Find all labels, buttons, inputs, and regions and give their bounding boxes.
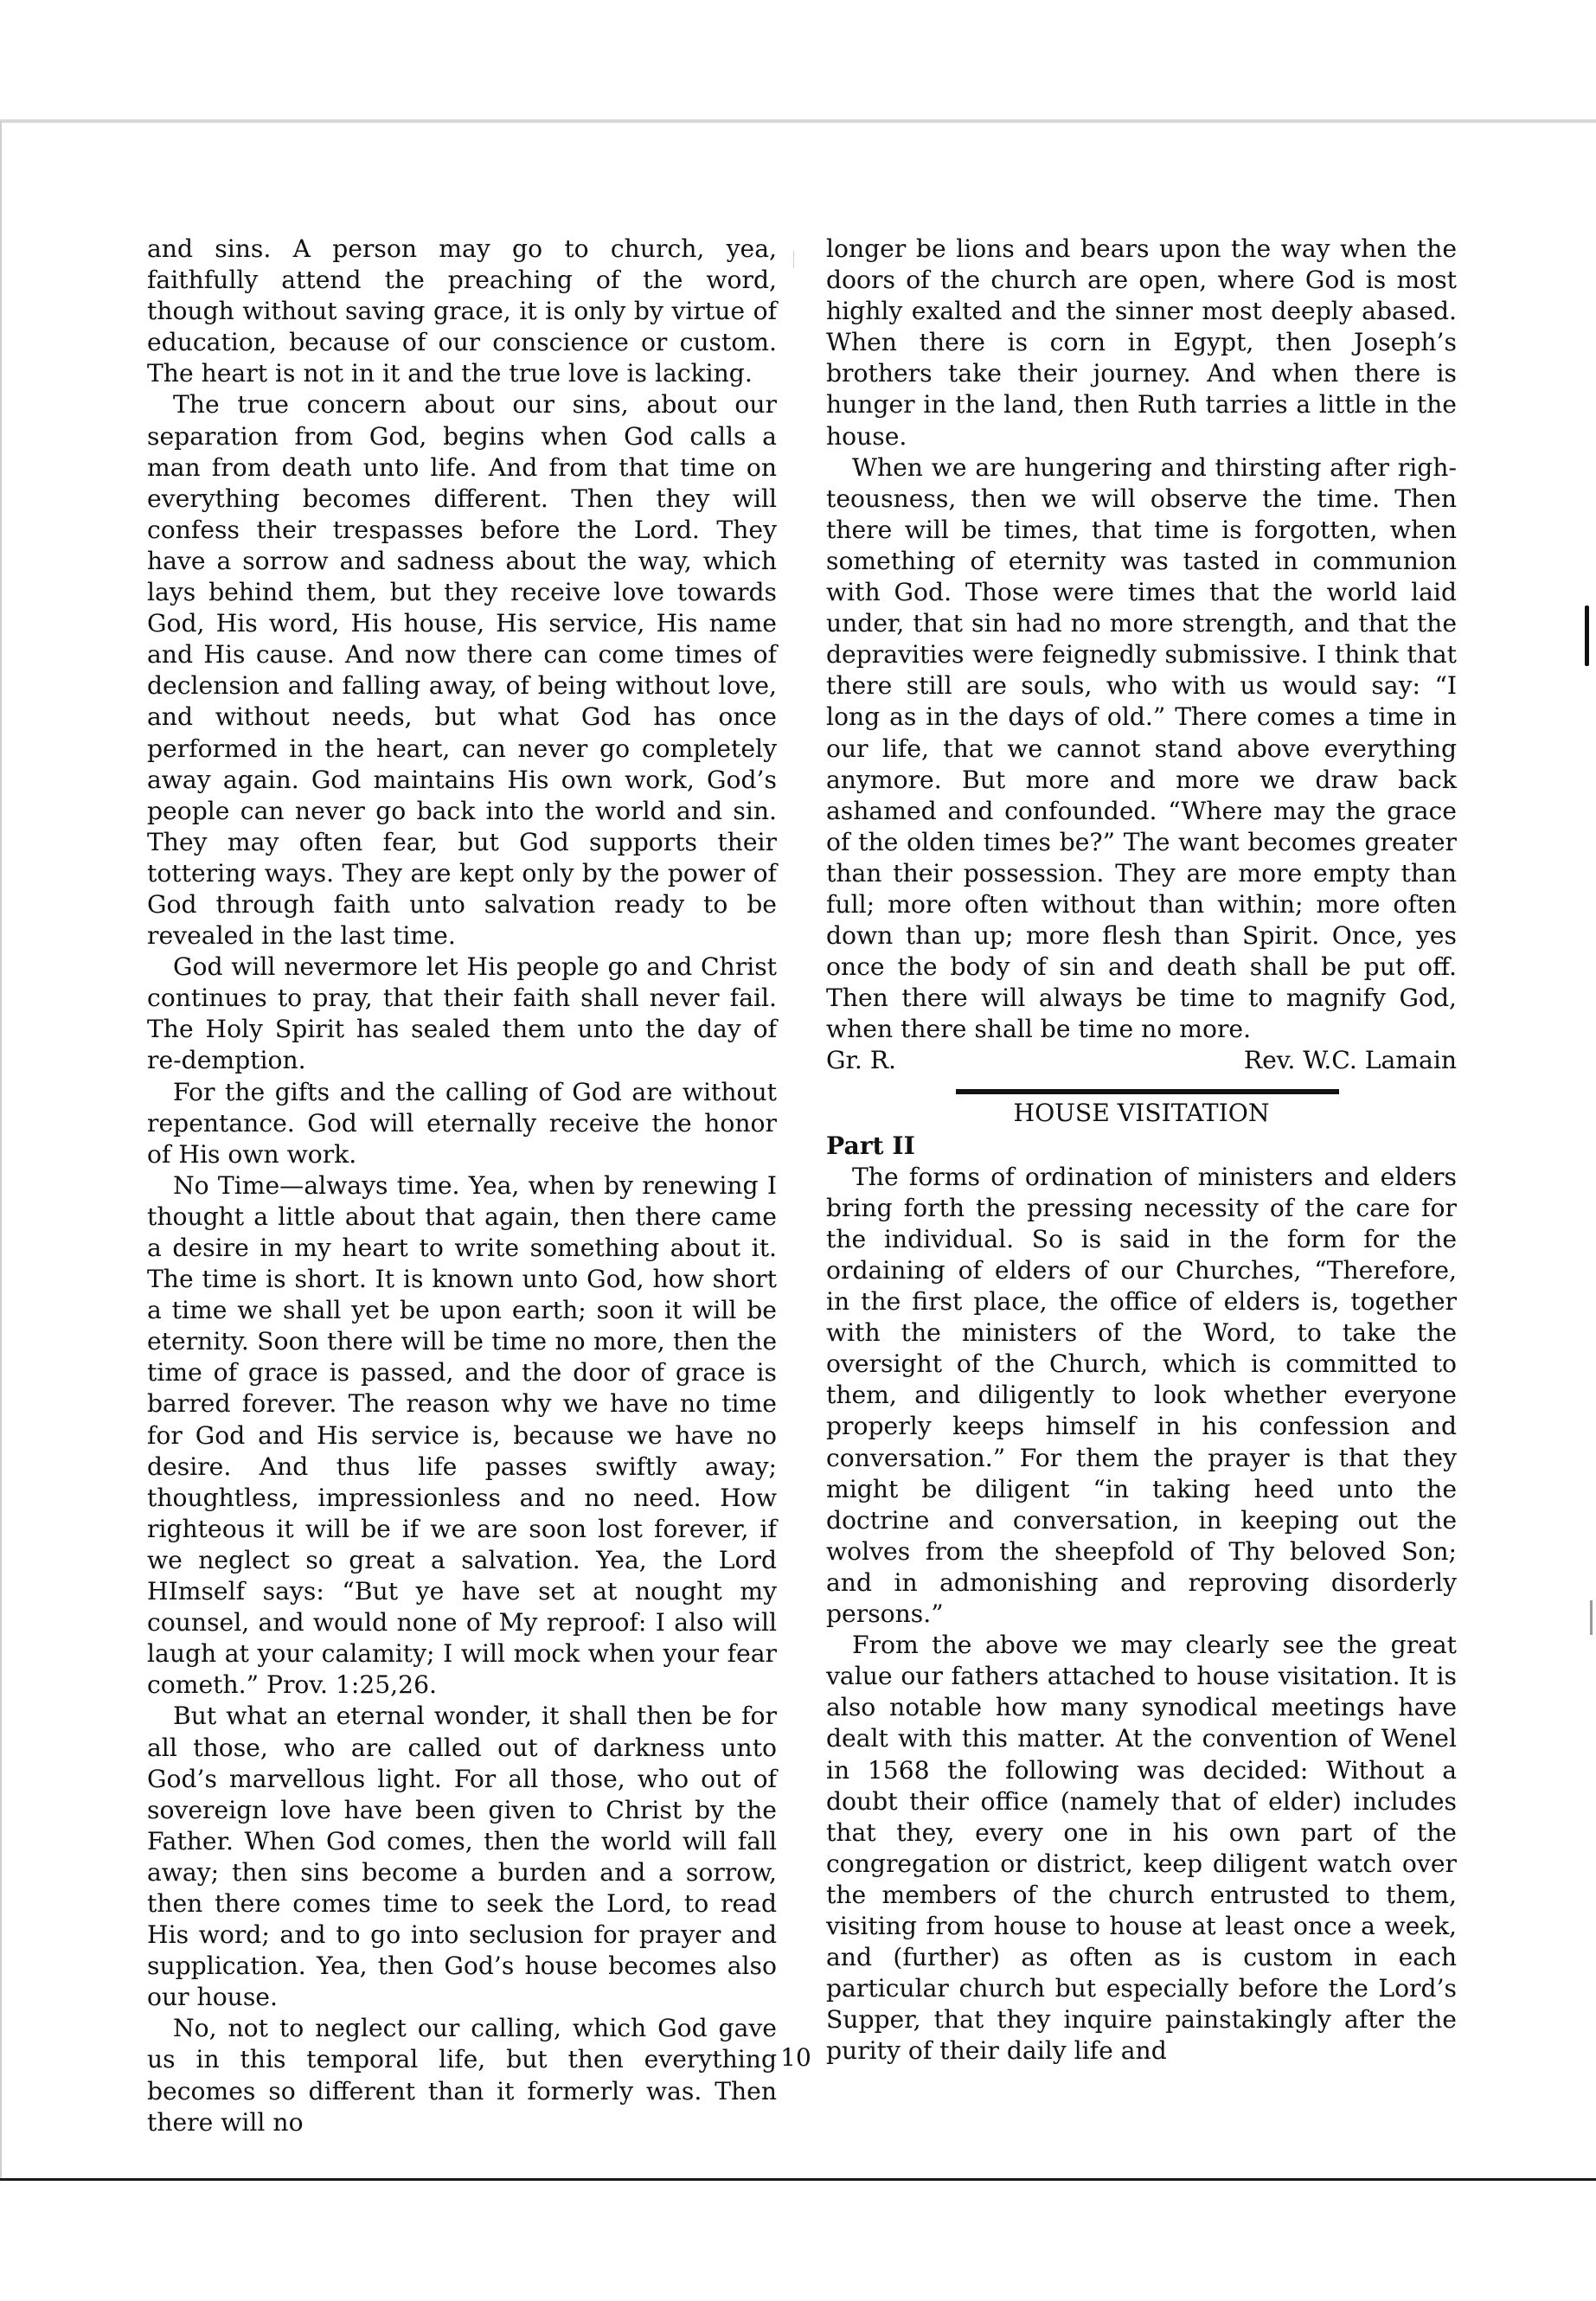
article-paragraph-1: The forms of ordination of ministers and elders bring forth the pressing necessity of the care for the individual. So is said in the form for the ordaining of elders of our Churches, “Therefore, in the first place, the office of elders is, together with the ministers of the Word, to take the oversight of the Church, which is committed to them, and diligently to look whether everyone properly keeps himself in his confession and conversation.” For them the prayer is that they might be diligent “in taking heed unto the doctrine and conversation, in keeping out the wolves from the sheepfold of Thy beloved Son; and in admonishing and reproving disorderly persons.” (826, 1162, 1457, 1629)
margin-scan-mark-2 (1590, 1600, 1593, 1635)
section-rule (956, 1089, 1339, 1094)
signature-author: Rev. W.C. Lamain (1243, 1046, 1457, 1075)
left-paragraph-2: The true concern about our sins, about our separation from God, begins when God calls a man from death unto life. And from that time on everything becomes different. Then they will confess their trespasses before the Lord. They have a sorrow and sadness about the way, which lays behind them, but they receive love towards God, His word, His house, His service, His name and His cause. And now there can come times of declension and falling away, of being without love, and without needs, but what God has once performed in the heart, can never go completely away again. God maintains His own work, God’s people can never go back into the world and sin. They may often fear, but God supports their tottering ways. They are kept only by the power of God through faith unto salvation ready to be revealed in the last time. (147, 390, 777, 951)
article-title: HOUSE VISITATION (1013, 1098, 1270, 1127)
page-left-edge (0, 121, 2, 2180)
right-paragraph-1: longer be lions and bears upon the way when the doors of the church are open, where God is most highly exalted and the sinner most deeply abased. When there is corn in Egypt, then Joseph’s brothers take their journey. And when there is hunger in the land, then Ruth tarries a little in the house. (826, 234, 1457, 451)
article-part: Part II (826, 1131, 915, 1160)
left-column (147, 234, 777, 2138)
signature-line (826, 1045, 1457, 1076)
left-paragraph-3: God will nevermore let His people go and Christ continues to pray, that their faith shall never fail. The Holy Spirit has sealed them unto the day of re-demption. (147, 952, 777, 1075)
page-bottom-edge (0, 2178, 1596, 2181)
left-paragraph-1: and sins. A person may go to church, yea, faithfully attend the preaching of the word, though without saving grace, it is only by virtue of education, because of our conscience or custom. The heart is not in it and the true love is lacking. (147, 234, 777, 388)
left-paragraph-6: But what an eternal wonder, it shall then be for all those, who are called out of darkness unto God’s marvellous light. For all those, who out of sovereign love have been given to Christ by the Father. When God comes, then the world will fall away; then sins become a burden and a sorrow, then there comes time to seek the Lord, to read His word; and to go into seclusion for prayer and supplication. Yea, then God’s house becomes also our house. (147, 1702, 777, 2012)
margin-scan-mark (1585, 606, 1589, 666)
right-paragraph-2: When we are hungering and thirsting after righ-teousness, then we will observe the time. Then there will be times, that time is forgotten, when something of eternity was tasted in communion with God. Those were times that the world laid under, that sin had no more strength, and that the depravities were feignedly submissive. I think that there still are souls, who with us would say: “I long as in the days of old.” There comes a time in our life, that we cannot stand above everything anymore. But more and more we draw back ashamed and confounded. “Where may the grace of the olden times be?” The want becomes greater than their possession. They are more empty than full; more often without than within; more often down than up; more flesh than Spirit. Once, yes once the body of sin and death shall be put off. Then there will always be time to magnify God, when there shall be time no more. (826, 452, 1457, 1044)
left-paragraph-5: No Time—always time. Yea, when by renewing I thought a little about that again, then there came a desire in my heart to write something about it. The time is short. It is known unto God, how short a time we shall yet be upon earth; soon it will be eternity. Soon there will be time no more, then the time of grace is passed, and the door of grace is barred forever. The reason why we have no time for God and His service is, because we have no desire. And thus life passes swiftly away; thoughtless, impressionless and no need. How righteous it will be if we are soon lost forever, if we neglect so great a salvation. Yea, the Lord HImself says: “But ye have set at nought my counsel, and would none of My reproof: I also will laugh at your calamity; I will mock when your fear cometh.” Prov. 1:25,26. (147, 1170, 777, 1700)
page-top-edge (0, 119, 1596, 123)
article-paragraph-2: From the above we may clearly see the great value our fathers attached to house visitation. It is also notable how many synodical meetings have dealt with this matter. At the convention of Wenel in 1568 the following was decided: Without a doubt their office (namely that of elder) includes that they, every one in his own part of the congregation or district, keep diligent watch over the members of the church entrusted to them, visiting from house to house at least once a week, and (further) as often as is custom in each particular church but especially before the Lord’s Supper, that they inquire painstakingly after the purity of their daily life and (826, 1631, 1457, 2066)
page-number: 10 (780, 2043, 811, 2072)
left-paragraph-7: No, not to neglect our calling, which God gave us in this temporal life, but then everything becomes so different than it formerly was. Then there will no (147, 2014, 777, 2137)
signature-initials: Gr. R. (826, 1046, 896, 1075)
left-paragraph-4: For the gifts and the calling of God are without repentance. God will eternally receive the honor of His own work. (147, 1077, 777, 1169)
column-divider-mark (793, 251, 794, 268)
right-column (826, 234, 1457, 2067)
